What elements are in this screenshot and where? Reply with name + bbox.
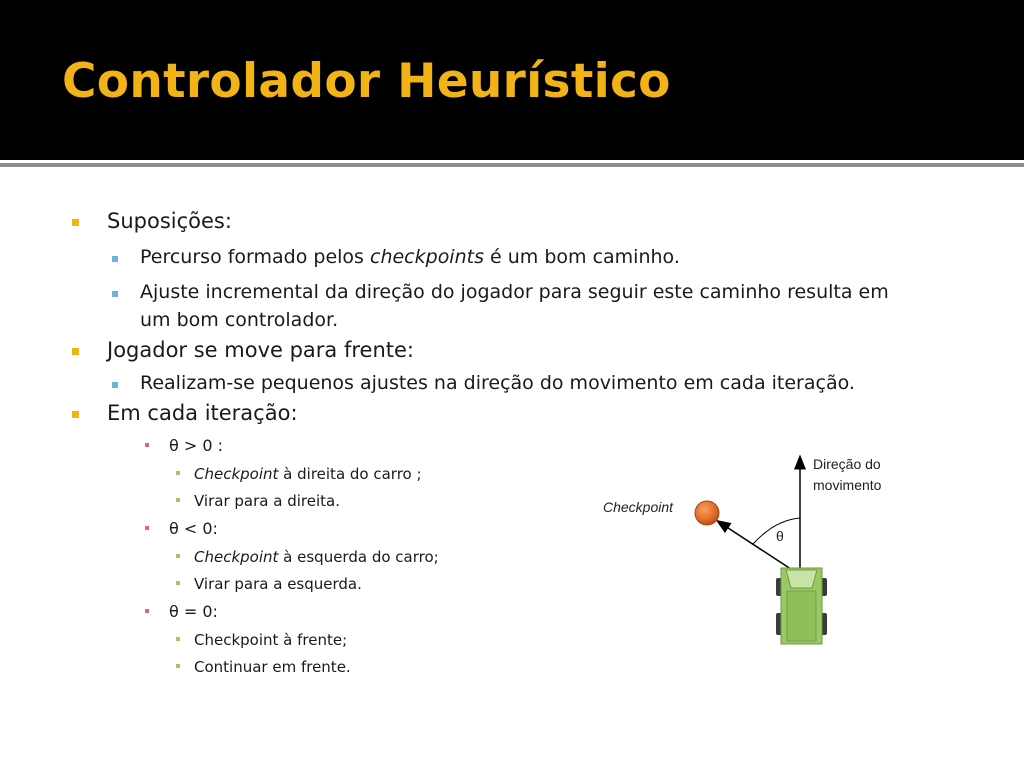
header-divider-gray (0, 163, 1024, 167)
bullet-ajuste-line1: Ajuste incremental da direção do jogador para seguir este caminho resulta em (140, 281, 889, 303)
bullet-l1 (72, 411, 79, 418)
bullet-l4 (176, 498, 180, 502)
case3-item2: Continuar em frente. (194, 658, 351, 676)
title-bar (0, 0, 1024, 160)
case2-item1-rest: à esquerda do carro; (278, 548, 439, 566)
bullet-l1 (72, 219, 79, 226)
bullet-realizam: Realizam-se pequenos ajustes na direção do movimento em cada iteração. (140, 372, 855, 394)
percurso-text-pre: Percurso formado pelos (140, 246, 370, 268)
direction-label-line1: Direção do (813, 456, 881, 472)
car (776, 568, 827, 644)
percurso-text-italic: checkpoints (370, 246, 484, 268)
bullet-l3 (145, 526, 149, 530)
bullet-percurso (140, 246, 680, 268)
case1-item1 (194, 465, 422, 483)
case1-item1-rest: à direita do carro ; (278, 465, 422, 483)
case-theta-positive: θ > 0 : (169, 436, 224, 455)
checkpoint-ball (695, 501, 719, 525)
bullet-l4 (176, 637, 180, 641)
slide-title: Controlador Heurístico (62, 54, 671, 109)
bullet-l4 (176, 471, 180, 475)
bullet-jogador: Jogador se move para frente: (107, 338, 414, 362)
bullet-l2 (112, 382, 118, 388)
case1-item2: Virar para a direita. (194, 492, 340, 510)
case3-item1: Checkpoint à frente; (194, 631, 348, 649)
case2-item2: Virar para a esquerda. (194, 575, 362, 593)
bullet-l4 (176, 554, 180, 558)
case1-item1-italic: Checkpoint (194, 465, 279, 483)
percurso-text-post: é um bom caminho. (483, 246, 680, 268)
bullet-suposicoes: Suposições: (107, 209, 232, 233)
checkpoint-arrow (722, 524, 800, 575)
bullet-l2 (112, 256, 118, 262)
bullet-l1 (72, 348, 79, 355)
direction-label-line2: movimento (813, 477, 882, 493)
case2-item1-italic: Checkpoint (194, 548, 279, 566)
case-theta-zero: θ = 0: (169, 602, 218, 621)
bullet-l4 (176, 581, 180, 585)
checkpoint-label: Checkpoint (603, 499, 674, 515)
bullet-l3 (145, 609, 149, 613)
bullet-em-cada: Em cada iteração: (107, 401, 298, 425)
bullet-l3 (145, 443, 149, 447)
theta-label: θ (776, 528, 784, 544)
bullet-l2 (112, 291, 118, 297)
case-theta-negative: θ < 0: (169, 519, 218, 538)
bullet-ajuste-line2: um bom controlador. (140, 309, 339, 331)
bullet-l4 (176, 664, 180, 668)
case2-item1 (194, 548, 439, 566)
